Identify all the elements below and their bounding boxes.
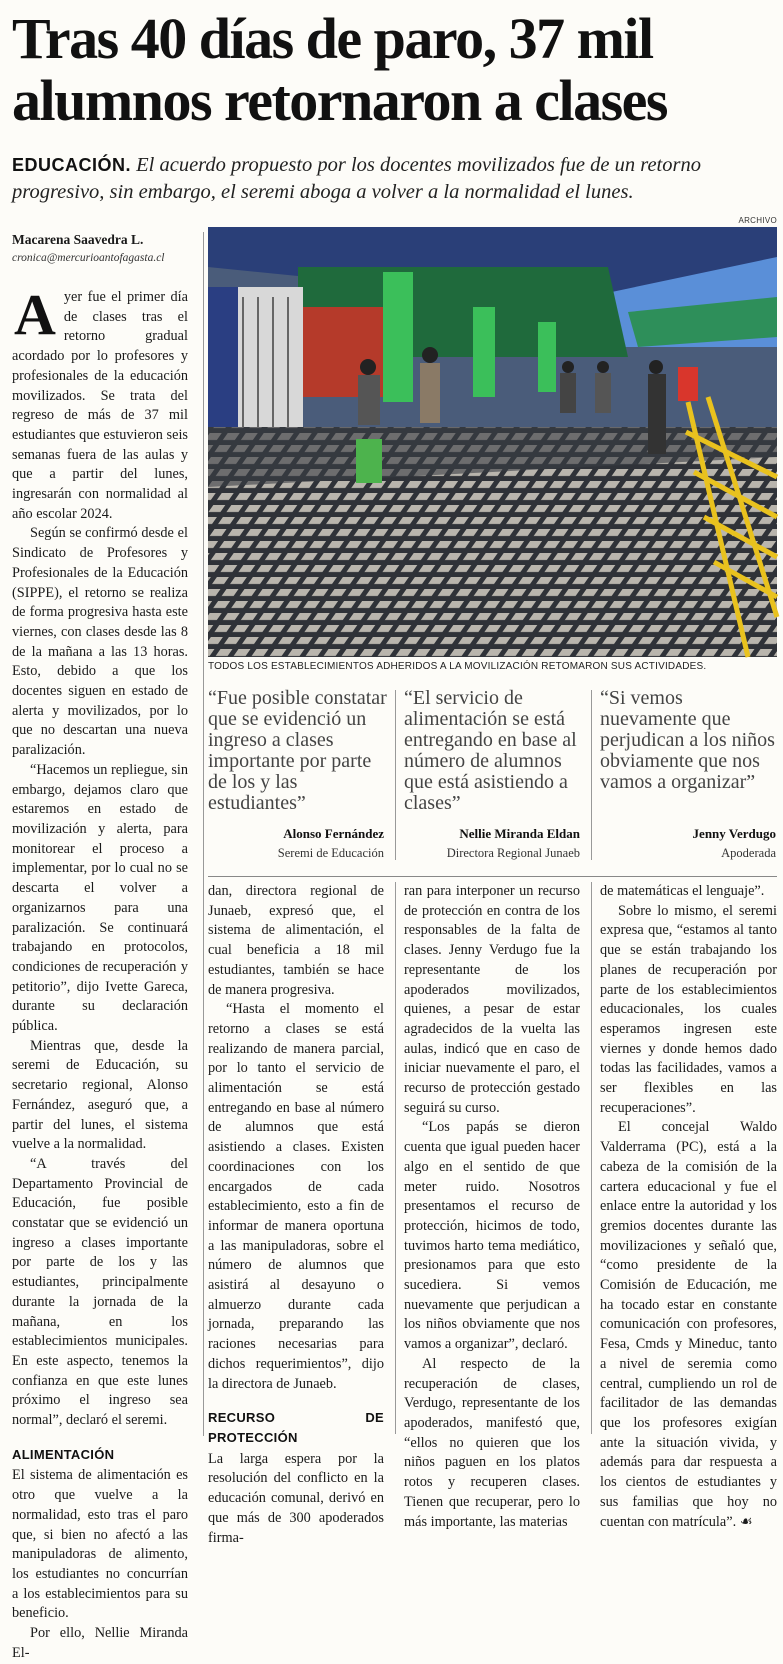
column-rule-2 (395, 882, 396, 1434)
pull-quote-2: “El servicio de alimentación se está entregando en base al número de alumnos que está asistiendo a clases” (404, 687, 577, 814)
col2-paragraph-1: dan, directora regional de Junaeb, expresó que, el sistema de alimentación, el cual beneficia a 18 mil estudiantes, también se hace de manera progresiva. (208, 883, 384, 998)
pull-quote-1-attribution (204, 826, 384, 861)
col1-paragraph-6: El sistema de alimentación es otro que vuelve a la normalidad, esto tras el paro que, si bien no afectó a las manipuladoras de alimento, los estudiantes no concurrían a los establecimientos para su beneficio. (12, 1467, 188, 1622)
deck-kicker: EDUCACIÓN. (12, 155, 132, 175)
subhead-recurso: RECURSO DE PROTECCIÓN (208, 1410, 384, 1445)
quote-3-role: Apoderada (721, 846, 776, 860)
headline: Tras 40 días de paro, 37 mil alumnos retornaron a clases (12, 6, 667, 133)
pull-quote-1: “Fue posible constatar que se evidenció un ingreso a clases importante por parte de los y las estudiantes” (208, 687, 387, 814)
quote-1-role: Seremi de Educación (277, 846, 384, 860)
byline-email: cronica@mercurioantofagasta.cl (12, 252, 165, 264)
col1-paragraph-5: “A través del Departamento Provincial de Educación, fue posible constatar que se evidenció un ingreso a clases importante por parte de los y las estudiantes, principalmente durante la jornada de la mañana, en los establecimientos municipales. En este aspecto, tenemos la confianza en que este lunes próximo el ingreso sea normal”, declaró el seremi. (12, 1155, 188, 1429)
body-column-2 (208, 882, 384, 1548)
school-entrance-illustration (208, 227, 777, 657)
quote-2-role: Directora Regional Junaeb (446, 846, 580, 860)
quote-1-name: Alonso Fernández (283, 826, 384, 841)
quote-rule-1 (395, 690, 396, 860)
col3-paragraph-1: ran para interponer un recurso de protección en contra de los responsables de la falta de clases. Jenny Verdugo fue la representante de los apoderados movilizados, quienes, a pesar de estar agradecidos de la vuelta las aulas, indicó que en caso de iniciar nuevamente el paro, el recurso de protección gestado seguirá su curso. (404, 883, 580, 1116)
photo-credit: ARCHIVO (738, 216, 777, 225)
pull-quote-3: “Si vemos nuevamente que perjudican a los niños obviamente que nos vamos a organizar” (600, 687, 775, 793)
body-column-1 (12, 282, 189, 1664)
photo-caption: TODOS LOS ESTABLECIMIENTOS ADHERIDOS A LA MOVILIZACIÓN RETOMARON SUS ACTIVIDADES. (208, 661, 707, 672)
body-column-4 (600, 882, 777, 1532)
byline-name: Macarena Saavedra L. (12, 232, 144, 247)
quote-3-name: Jenny Verdugo (692, 826, 776, 841)
quote-rule-2 (591, 690, 592, 860)
article-photo (208, 227, 777, 657)
col3-paragraph-2: “Los papás se dieron cuenta que igual pueden hacer algo en el sentido de que meter ruido. Nosotros presentamos el recurso de protección, hicimos de todo, tuvimos harto tema mediático, presionamos para que esto sucediera. Si vemos nuevamente que perjudican a los niños obviamente que nos vamos a organizar”, declaró. (404, 1119, 580, 1353)
quotes-bottom-rule (208, 876, 777, 877)
col4-paragraph-2: Sobre lo mismo, el seremi expresa que, “estamos al tanto que se están trabajando los planes de recuperación por parte de los establecimientos educacionales, los cuales esperamos ingresen este viernes y donde hemos dado todas las facilidades, vamos a ser flexibles en las recuperaciones”. (600, 902, 777, 1116)
col1-paragraph-7: Por ello, Nellie Miranda El- (12, 1625, 188, 1661)
col2-paragraph-3: La larga espera por la resolución del conflicto en la educación comunal, derivó en que más de 300 apoderados firma- (208, 1450, 384, 1546)
byline (12, 232, 202, 264)
deck-text: El acuerdo propuesto por los docentes movilizados fue de un retorno progresivo, sin embargo, el seremi aboga a volver a la normalidad el lunes. (12, 154, 701, 203)
col4-paragraph-3: El concejal Waldo Valderrama (PC), está a la cabeza de la comisión de la cartera educacional y fue el enlace entre la autoridad y los gremios docentes durante las movilizaciones y señaló que, “como presidente de la Comisión de Educación, me ha tocado estar en constante comunicación con profesores, Fesa, Cmds y Mineduc, tanto a nivel de seremia como central, cumpliendo un rol de facilitador de las demandas que los profesores exigían ante la situación vivida, y además para dar respuesta a los cientos de estudiantes y sus familias que hoy no cuentan con matrícula”. ☙ (600, 1119, 777, 1530)
col1-paragraph-3: “Hacemos un repliegue, sin embargo, dejamos claro que estaremos en estado de movilización y alerta, para monitorear el proceso a implementar, por lo cual no se descarta el volver a organizarnos para una paralización. Se continuará trabajando en protocolos, condiciones de recuperación y petitorio”, dijo Ivette Gareca, durante su declaración pública. (12, 761, 189, 1035)
deck (12, 152, 778, 206)
col2-paragraph-2: “Hasta el momento el retorno a clases se está realizando de manera parcial, por lo tanto el servicio de alimentación se está entregando en base al número de alumnos que está asistiendo a clases. Existen coordinaciones con los encargados de cada establecimiento, esto a fin de informar de manera oportuna a las manipuladoras, sobre el número de alumnos que asistirá al desayuno o almuerzo durante cada jornada, preparando las raciones necesarias para dichos requerimientos”, dijo la directora de Junaeb. (208, 1001, 384, 1392)
column-rule-3 (591, 882, 592, 1434)
pull-quote-3-attribution (596, 826, 776, 861)
pull-quote-2-attribution (400, 826, 580, 861)
drop-cap: A (14, 282, 56, 347)
col1-paragraph-2: Según se confirmó desde el Sindicato de Profesores y Profesionales de la Educación (SIPPE), el retorno se realiza de forma progresiva hasta este viernes, con clases desde las 8 de la mañana a las 13 horas. Esto, debido a que los docentes siguen en estado de alerta y movilizados, por lo que no descartan una nueva paralización. (12, 525, 188, 759)
col4-paragraph-1: de matemáticas el lenguaje”. (600, 883, 765, 899)
col1-paragraph-1: yer fue el primer día de clases tras el retorno gradual acordado por lo profesores y profesionales de la educación movilizados. Se trata del regreso de más de 37 mil estudiantes que estuvieron seis semanas fuera de las aulas y que a partir del lunes, ingresarán con normalidad al año escolar 2024. (12, 289, 188, 522)
col1-paragraph-4: Mientras que, desde la seremi de Educación, su secretario regional, Alonso Fernández, aseguró que, a partir del lunes, el sistema vuelve a la normalidad. (12, 1037, 188, 1153)
quote-2-name: Nellie Miranda Eldan (459, 826, 580, 841)
body-column-3 (404, 882, 580, 1532)
col3-paragraph-3: Al respecto de la recuperación de clases, Verdugo, representante de los apoderados, manifestó que, “ellos no quieren que los niños paguen en los platos rotos y recuperen clases. Tienen que recuperar, pero lo más importante, las materias (404, 1355, 580, 1530)
subhead-alimentacion: ALIMENTACIÓN (12, 1446, 115, 1462)
